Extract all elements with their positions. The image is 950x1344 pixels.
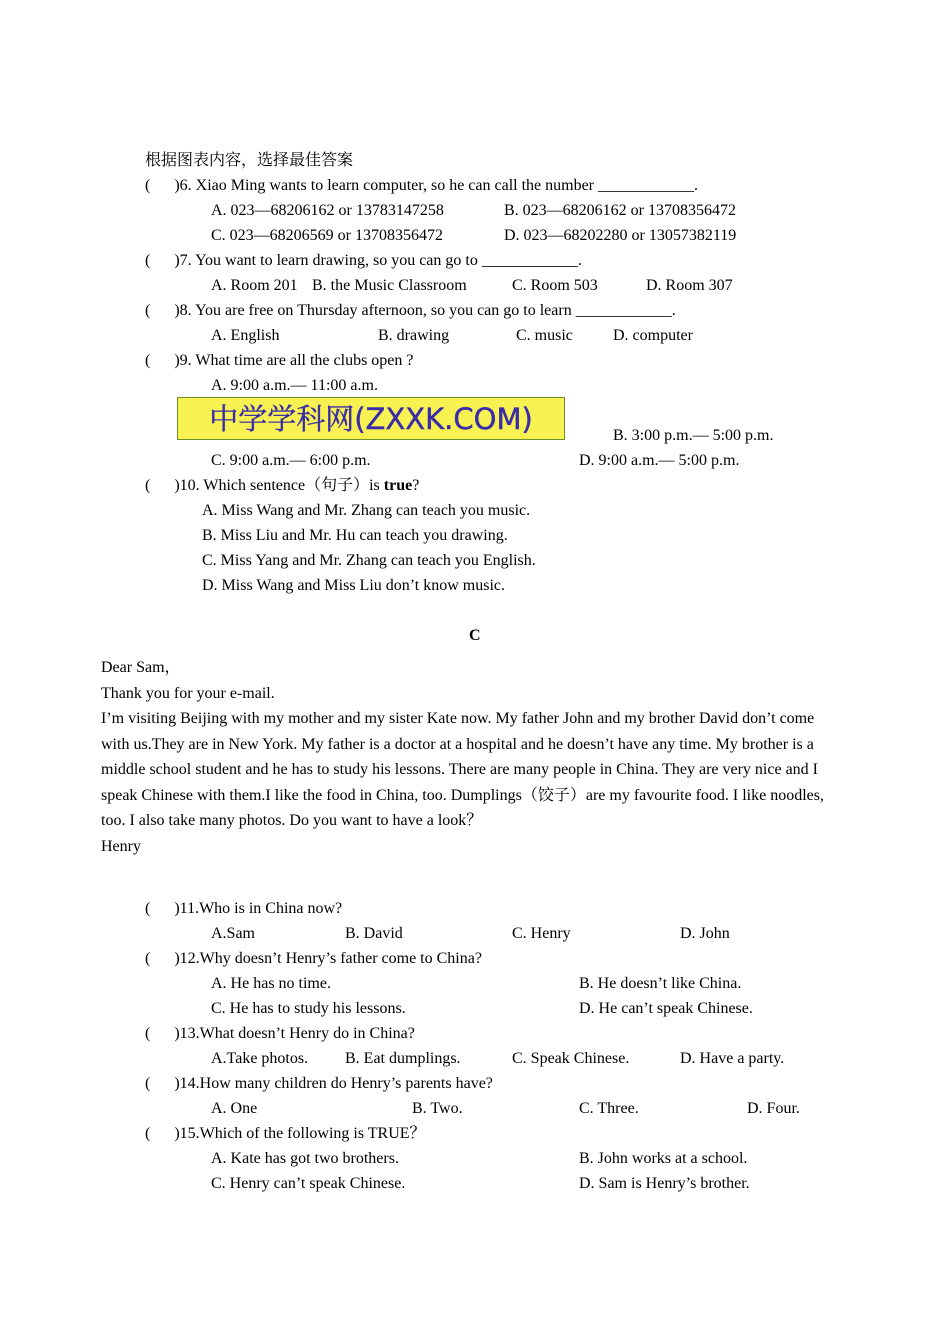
zxxk-watermark-logo — [177, 397, 565, 440]
q13-option-b: B. Eat dumplings. — [345, 1050, 461, 1067]
letter-signature: Henry — [101, 838, 141, 855]
question-7-stem: ( )7. You want to learn drawing, so you can go to ____________. — [145, 252, 582, 269]
question-12-stem: ( )12.Why doesn’t Henry’s father come to China? — [145, 950, 482, 967]
question-14-stem: ( )14.How many children do Henry’s parents have? — [145, 1075, 493, 1092]
section-c-title: C — [469, 627, 481, 644]
letter-greeting: Dear Sam， — [101, 659, 181, 676]
question-13-stem: ( )13.What doesn’t Henry do in China? — [145, 1025, 415, 1042]
q14-option-a: A. One — [211, 1100, 258, 1117]
q14-option-c: C. Three. — [579, 1100, 639, 1117]
q8-option-c: C. music — [516, 327, 573, 344]
q7-option-a: A. Room 201 — [211, 277, 298, 294]
q11-option-c: C. Henry — [512, 925, 571, 942]
question-10-stem: ( )10. Which sentence（句子）is true? — [145, 477, 420, 494]
question-9-stem: ( )9. What time are all the clubs open ? — [145, 352, 414, 369]
q6-option-c: C. 023—68206569 or 13708356472 — [211, 227, 443, 244]
question-6-stem: ( )6. Xiao Ming wants to learn computer, so he can call the number ____________. — [145, 177, 699, 194]
q8-option-d: D. computer — [613, 327, 693, 344]
emphasis-true: true — [383, 477, 413, 494]
q10-option-a: A. Miss Wang and Mr. Zhang can teach you music. — [202, 502, 531, 519]
letter-line: I’m visiting Beijing with my mother and my sister Kate now. My father John and my brother David don’t come — [101, 710, 815, 727]
q7-option-c: C. Room 503 — [512, 277, 598, 294]
q10-option-c: C. Miss Yang and Mr. Zhang can teach you English. — [202, 552, 536, 569]
letter-line: speak Chinese with them.I like the food in China, too. Dumplings（饺子）are my favourite food. I like noodles, — [101, 787, 824, 804]
q14-option-d: D. Four. — [747, 1100, 800, 1117]
q15-option-b: B. John works at a school. — [579, 1150, 748, 1167]
q12-option-c: C. He has to study his lessons. — [211, 1000, 406, 1017]
q6-option-d: D. 023—68202280 or 13057382119 — [504, 227, 737, 244]
letter-line: with us.They are in New York. My father is a doctor at a hospital and he doesn’t have any time. My brother is a — [101, 736, 814, 753]
q12-option-a: A. He has no time. — [211, 975, 331, 992]
q9-option-a: A. 9:00 a.m.— 11:00 a.m. — [211, 377, 378, 394]
q7-option-b: B. the Music Classroom — [312, 277, 467, 294]
q15-option-a: A. Kate has got two brothers. — [211, 1150, 399, 1167]
q6-option-a: A. 023—68206162 or 13783147258 — [211, 202, 444, 219]
question-11-stem: ( )11.Who is in China now? — [145, 900, 343, 917]
q6-option-b: B. 023—68206162 or 13708356472 — [504, 202, 736, 219]
letter-line: too. I also take many photos. Do you want to have a look？ — [101, 812, 483, 829]
q9-option-c: C. 9:00 a.m.— 6:00 p.m. — [211, 452, 371, 469]
q15-option-d: D. Sam is Henry’s brother. — [579, 1175, 750, 1192]
letter-line: middle school student and he has to study his lessons. There are many people in China. They are very nice and I — [101, 761, 819, 778]
q11-option-d: D. John — [680, 925, 730, 942]
q9-option-b: B. 3:00 p.m.— 5:00 p.m. — [613, 427, 774, 444]
q13-option-a: A.Take photos. — [211, 1050, 309, 1067]
q14-option-b: B. Two. — [412, 1100, 463, 1117]
q7-option-d: D. Room 307 — [646, 277, 733, 294]
instruction-text: 根据图表内容，选择最佳答案 — [145, 152, 354, 169]
q13-option-c: C. Speak Chinese. — [512, 1050, 630, 1067]
q8-option-a: A. English — [211, 327, 280, 344]
question-8-stem: ( )8. You are free on Thursday afternoon, so you can go to learn ____________. — [145, 302, 676, 319]
q10-option-b: B. Miss Liu and Mr. Hu can teach you drawing. — [202, 527, 508, 544]
letter-line: Thank you for your e-mail. — [101, 685, 275, 702]
watermark-text: 中学学科网(ZXXK.COM) — [209, 402, 533, 436]
q15-option-c: C. Henry can’t speak Chinese. — [211, 1175, 406, 1192]
q11-option-a: A.Sam — [211, 925, 255, 942]
q10-option-d: D. Miss Wang and Miss Liu don’t know music. — [202, 577, 506, 594]
q13-option-d: D. Have a party. — [680, 1050, 785, 1067]
q9-option-d: D. 9:00 a.m.— 5:00 p.m. — [579, 452, 740, 469]
q12-option-d: D. He can’t speak Chinese. — [579, 1000, 753, 1017]
q12-option-b: B. He doesn’t like China. — [579, 975, 742, 992]
q8-option-b: B. drawing — [378, 327, 450, 344]
question-15-stem: ( )15.Which of the following is TRUE？ — [145, 1125, 426, 1142]
q11-option-b: B. David — [345, 925, 403, 942]
